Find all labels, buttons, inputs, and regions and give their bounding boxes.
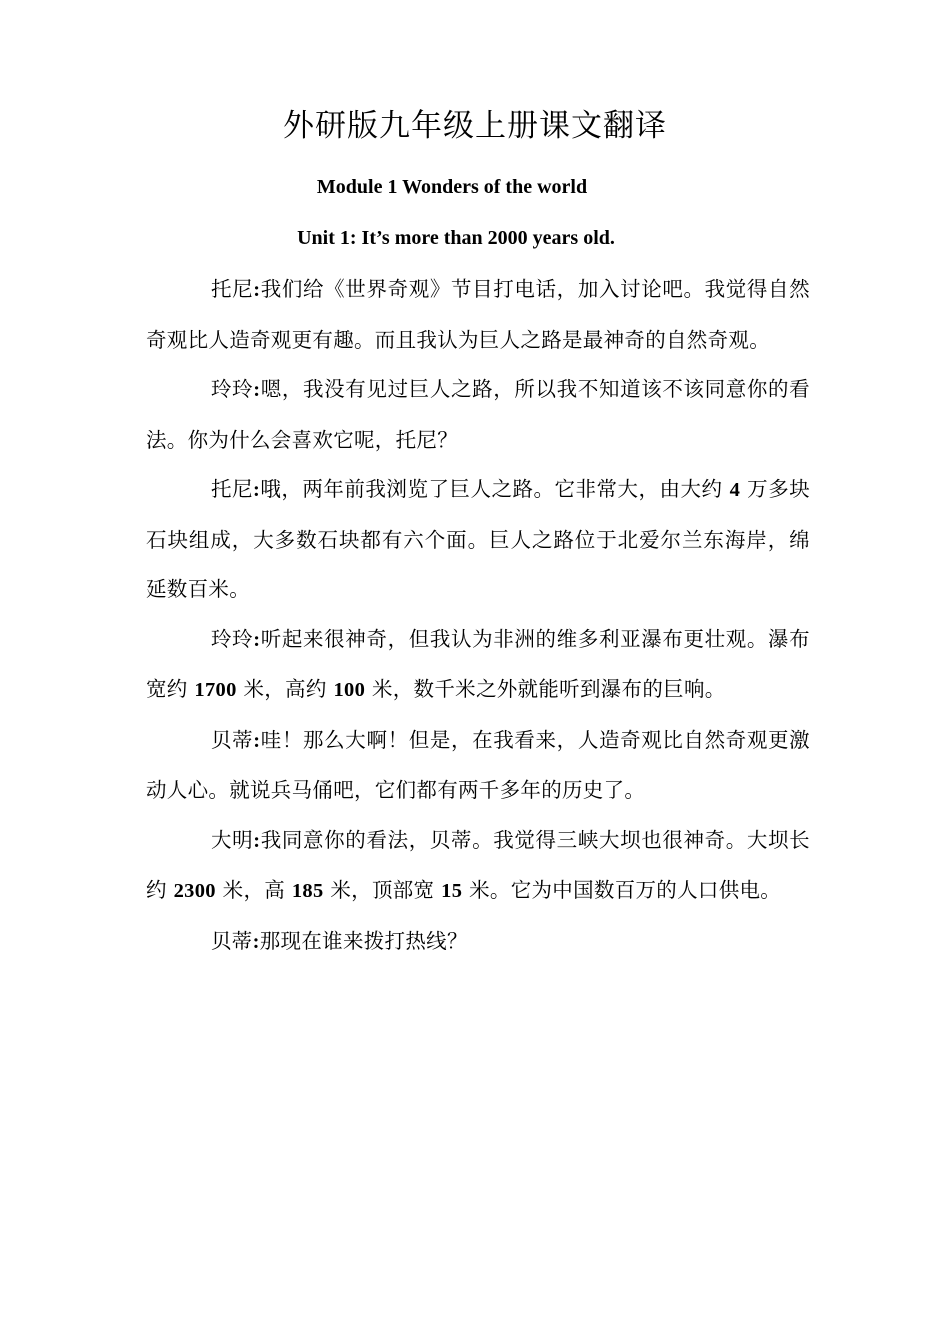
speaker-name: 玲玲 xyxy=(211,377,254,401)
speaker-colon: : xyxy=(253,279,261,301)
number-value: 100 xyxy=(333,679,366,701)
number-value: 15 xyxy=(441,880,463,902)
dialogue-paragraph xyxy=(146,265,810,365)
speaker-colon: : xyxy=(253,479,261,501)
dialogue-text: 米，高 xyxy=(215,878,292,902)
document-title: 外研版九年级上册课文翻译 xyxy=(283,108,667,144)
dialogue-text: 米。它为中国数百万的人口供电。 xyxy=(462,878,782,902)
dialogue-paragraph xyxy=(146,365,810,465)
speaker-name: 贝蒂 xyxy=(211,727,254,752)
dialogue-text: 那现在谁来拨打热线？ xyxy=(259,928,468,953)
speaker-colon: : xyxy=(253,729,261,752)
dialogue-text: 米，数千米之外就能听到瀑布的巨响。 xyxy=(365,677,726,701)
number-value: 1700 xyxy=(194,679,237,701)
dialogue-paragraph xyxy=(146,465,810,615)
number-value: 2300 xyxy=(173,880,216,902)
speaker-name: 大明 xyxy=(211,827,254,852)
dialogue-text: 米，顶部宽 xyxy=(323,878,442,902)
speaker-name: 贝蒂 xyxy=(211,928,253,953)
speaker-name: 玲玲 xyxy=(211,626,254,651)
dialogue-text: 哦，两年前我浏览了巨人之路。它非常大，由大约 xyxy=(260,477,730,501)
dialogue-text: 哇！那么大啊！但是，在我看来，人造奇观比自然奇观更激动人心。就说兵马俑吧，它们都有两千多年的历史了。 xyxy=(146,727,810,802)
dialogue-text: 万多块石块组成，大多数石块都有六个面。巨人之路位于北爱尔兰东海岸，绵延数百米。 xyxy=(146,477,810,601)
speaker-colon: : xyxy=(253,628,261,651)
speaker-colon: : xyxy=(252,930,260,953)
dialogue-text: 米，高约 xyxy=(236,677,334,701)
speaker-name: 托尼 xyxy=(211,277,254,301)
speaker-name: 托尼 xyxy=(211,477,254,501)
speaker-colon: : xyxy=(253,379,261,401)
number-value: 185 xyxy=(291,880,324,902)
dialogue-text: 嗯，我没有见过巨人之路，所以我不知道该不该同意你的看法。你为什么会喜欢它呢，托尼？ xyxy=(146,377,810,452)
dialogue-text: 我们给《世界奇观》节目打电话，加入讨论吧。我觉得自然奇观比人造奇观更有趣。而且我认为巨人之路是最神奇的自然奇观。 xyxy=(146,277,810,352)
dialogue-body xyxy=(146,265,810,967)
unit-heading: Unit 1: It’s more than 2000 years old. xyxy=(297,227,615,249)
dialogue-paragraph xyxy=(146,816,810,917)
number-value: 4 xyxy=(729,479,741,501)
module-heading: Module 1 Wonders of the world xyxy=(316,176,588,198)
dialogue-paragraph xyxy=(146,917,810,968)
dialogue-text: 听起来很神奇，但我认为非洲的维多利亚瀑布更壮观。瀑布宽约 xyxy=(146,626,810,701)
dialogue-text: 我同意你的看法，贝蒂。我觉得三峡大坝也很神奇。大坝长约 xyxy=(146,827,810,902)
dialogue-paragraph xyxy=(146,615,810,716)
speaker-colon: : xyxy=(253,829,261,852)
dialogue-paragraph xyxy=(146,716,810,816)
